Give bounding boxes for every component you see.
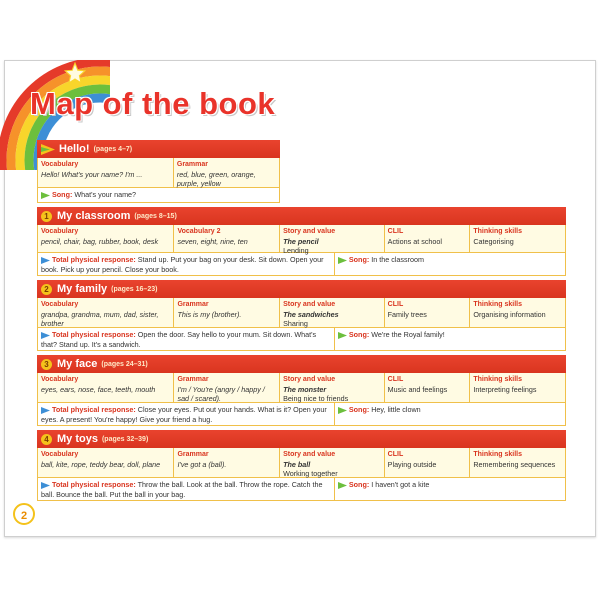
story-title: The ball — [283, 459, 311, 469]
unit-title: My classroom — [57, 210, 131, 222]
page-number: 2 — [13, 503, 35, 525]
vocabulary-text: eyes, ears, nose, face, teeth, mouth — [41, 384, 156, 394]
number-badge: 4 — [41, 434, 52, 445]
unit-header-hello — [37, 140, 280, 158]
grammar-label: Grammar — [177, 301, 209, 308]
unit-header-3 — [37, 355, 566, 373]
grammar-text: I've got a (ball). — [177, 459, 227, 469]
unit-1-section — [37, 207, 566, 276]
number-badge: 3 — [41, 359, 52, 370]
hello-section — [37, 140, 280, 203]
clil-text: Family trees — [387, 309, 427, 319]
song-label: Song: — [348, 255, 370, 264]
unit-pages: (pages 24–31) — [101, 360, 148, 368]
grammar-text: I'm / You're (angry / happy / sad / scared). — [177, 384, 265, 403]
vocabulary-text: Hello! What's your name? I'm ... — [41, 169, 143, 179]
thinking-text: Interpreting feelings — [473, 384, 537, 394]
tpr-label: Total physical response: — [52, 330, 136, 339]
clil-text: Playing outside — [387, 459, 437, 469]
tpr-text: Close your eyes. Put out your hands. What is it? Open your eyes. A present! You're happy! Give your friend a hug. — [41, 405, 327, 424]
story-value: Being nice to friends — [283, 394, 349, 403]
clil-label: CLIL — [387, 451, 404, 458]
clil-label: CLIL — [387, 301, 404, 308]
unit-pages: (pages 32–39) — [101, 435, 149, 443]
story-label: Story and value — [283, 228, 336, 235]
number-badge: 2 — [41, 284, 52, 295]
vocabulary-label: Vocabulary — [41, 301, 79, 308]
grammar-label: Grammar — [176, 161, 209, 168]
tpr-icon — [41, 482, 50, 489]
story-value: Working together — [283, 469, 338, 478]
unit-pages: (pages 16–23) — [111, 285, 158, 293]
story-label: Story and value — [283, 301, 336, 308]
unit-title: My face — [57, 358, 98, 370]
unit-4-section — [37, 430, 566, 501]
thinking-text: Organising information — [473, 309, 546, 319]
story-title: The pencil — [283, 236, 319, 246]
unit-2-section — [37, 280, 566, 351]
tpr-text: Stand up. Put your bag on your desk. Sit down. Open your book. Pick up your pencil. Close your book. — [41, 255, 324, 274]
song-icon — [338, 332, 347, 339]
tpr-label: Total physical response: — [52, 405, 136, 414]
song-icon — [338, 407, 347, 414]
unit-pages: (pages 8–15) — [134, 212, 177, 220]
tpr-label: Total physical response: — [52, 480, 136, 489]
song-text: I haven't got a kite — [369, 480, 430, 489]
clil-text: Music and feelings — [387, 384, 448, 394]
thinking-label: Thinking skills — [473, 301, 522, 308]
song-label: Song: — [348, 330, 370, 339]
grammar-label: Grammar — [177, 451, 209, 458]
unit-3-section — [37, 355, 566, 426]
song-text: In the classroom — [369, 255, 424, 264]
story-value: Sharing — [283, 319, 308, 328]
grammar-text: red, blue, green, orange, purple, yellow — [176, 169, 256, 188]
thinking-label: Thinking skills — [473, 376, 522, 383]
unit-title: Hello! — [59, 143, 90, 155]
vocabulary-text: grandpa, grandma, mum, dad, sister, brother — [41, 309, 159, 328]
vocabulary-label: Vocabulary — [41, 376, 79, 383]
tpr-icon — [41, 257, 50, 264]
grammar-text: This is my (brother). — [177, 309, 242, 319]
unit-header-1 — [37, 207, 566, 225]
thinking-label: Thinking skills — [473, 451, 522, 458]
song-label: Song: — [348, 480, 370, 489]
vocabulary-label: Vocabulary — [41, 161, 79, 168]
song-text: We're the Royal family! — [369, 330, 445, 339]
unit-title: My toys — [57, 433, 98, 445]
story-label: Story and value — [283, 376, 336, 383]
song-text: Hey, little clown — [369, 405, 421, 414]
page-title: Map of the book — [30, 86, 276, 121]
vocabulary-label: Vocabulary — [41, 451, 79, 458]
story-title: The monster — [283, 384, 327, 394]
song-icon — [338, 482, 347, 489]
story-title: The sandwiches — [283, 309, 339, 319]
grammar-label: Vocabulary 2 — [177, 228, 221, 235]
song-text: What's your name? — [72, 190, 137, 199]
clil-label: CLIL — [387, 228, 404, 235]
song-label: Song: — [348, 405, 370, 414]
unit-header-2 — [37, 280, 566, 298]
thinking-label: Thinking skills — [473, 228, 522, 235]
grammar-label: Grammar — [177, 376, 209, 383]
vocabulary-label: Vocabulary — [41, 228, 79, 235]
story-label: Story and value — [283, 451, 336, 458]
unit-pages: (pages 4–7) — [93, 145, 133, 153]
song-icon — [338, 257, 347, 264]
tpr-icon — [41, 407, 50, 414]
unit-title: My family — [57, 283, 108, 295]
number-badge: 1 — [41, 211, 52, 222]
clil-label: CLIL — [387, 376, 404, 383]
star-icon — [64, 62, 86, 84]
grammar-text: seven, eight, nine, ten — [177, 236, 248, 246]
story-value: Lending — [283, 246, 309, 255]
thinking-text: Remembering sequences — [473, 459, 556, 469]
vocabulary-text: ball, kite, rope, teddy bear, doll, plane — [41, 459, 161, 469]
unit-header-4 — [37, 430, 566, 448]
tpr-text: Open the door. Say hello to your mum. Sit down. What's that? Stand up. It's a sandwich. — [41, 330, 317, 349]
book-map-table — [37, 140, 566, 501]
song-icon — [41, 192, 50, 199]
vocabulary-text: pencil, chair, bag, rubber, book, desk — [41, 236, 159, 246]
tpr-label: Total physical response: — [52, 255, 136, 264]
tpr-text: Throw the ball. Look at the ball. Throw the rope. Catch the ball. Bounce the ball. Put the ball in your bag. — [41, 480, 323, 499]
clil-text: Actions at school — [387, 236, 443, 246]
flag-icon — [41, 144, 55, 155]
tpr-icon — [41, 332, 50, 339]
thinking-text: Categorising — [473, 236, 514, 246]
song-label: Song: — [52, 190, 73, 199]
